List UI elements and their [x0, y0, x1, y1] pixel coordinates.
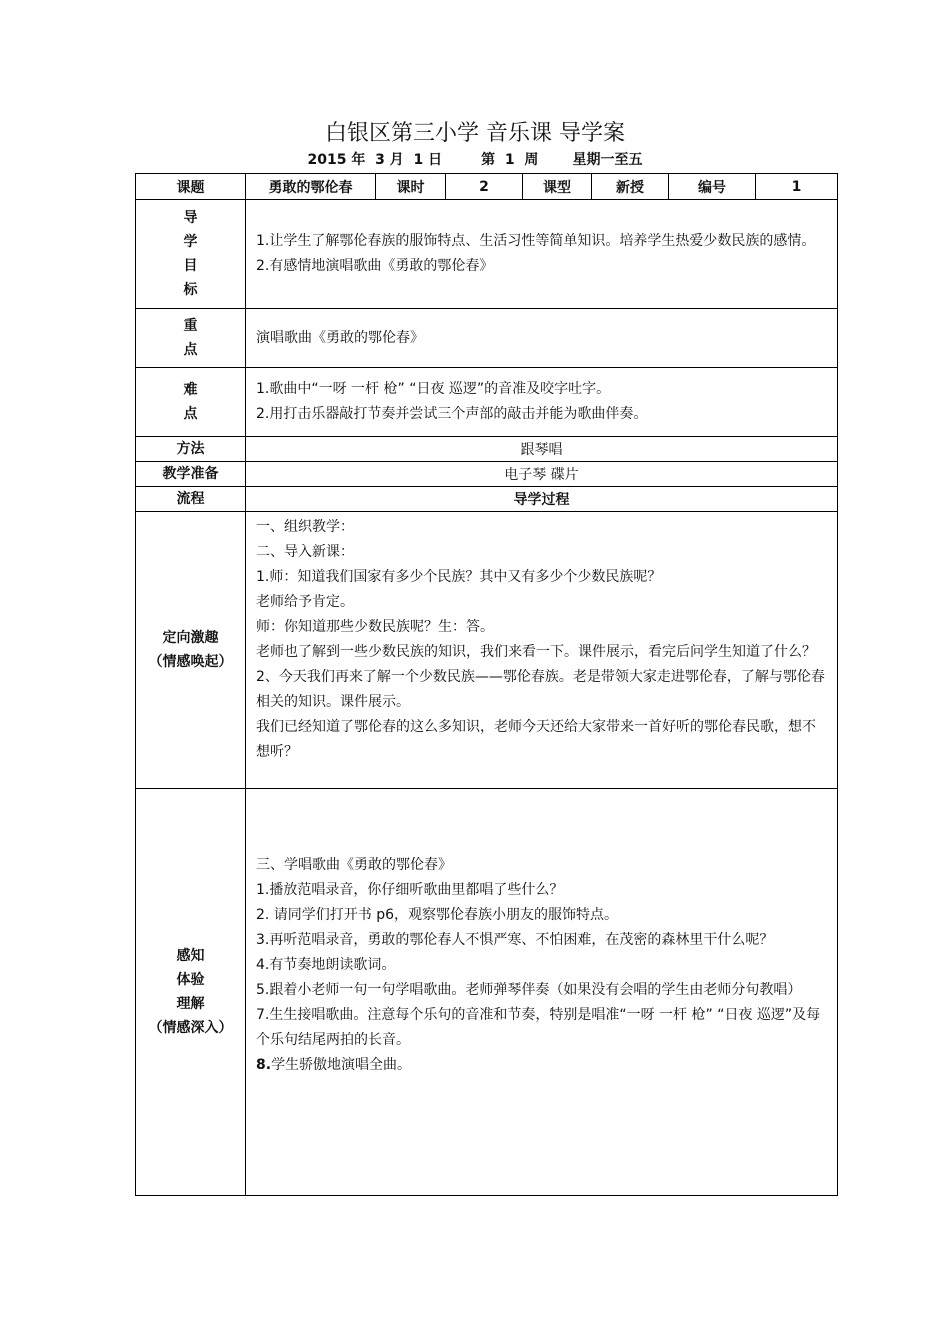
objective-line: 1.让学生了解鄂伦春族的服饰特点、生活习性等简单知识。培养学生热爱少数民族的感情。: [256, 233, 816, 249]
stage2-line: 1.播放范唱录音，你仔细听歌曲里都唱了些什么？: [256, 882, 564, 898]
stage1-line: 老师也了解到一些少数民族的知识，我们来看一下。课件展示，看完后问学生知道了什么？: [256, 644, 816, 660]
process-label: 流程: [136, 487, 246, 512]
method-row: [136, 437, 838, 462]
difficulties-row: [136, 368, 838, 437]
stage1-line: 1.师：知道我们国家有多少个民族？其中又有多少个少数民族呢？: [256, 569, 662, 585]
difficulties-label-char: 难: [183, 382, 198, 398]
stage2-label: [136, 789, 246, 1196]
stage1-line: 一、组织教学：: [256, 519, 354, 535]
stage2-line: 三、学唱歌曲《勇敢的鄂伦春》: [256, 857, 452, 873]
topic-label: 课题: [136, 174, 246, 200]
objectives-label-char: 标: [183, 282, 198, 298]
stage2-label-line: 体验: [176, 972, 205, 988]
objectives-label-char: 导: [183, 210, 198, 226]
method-label: 方法: [136, 437, 246, 462]
key-points-text: 演唱歌曲《勇敢的鄂伦春》: [256, 329, 424, 346]
preparation-value: 电子琴 碟片: [246, 462, 838, 487]
stage2-line: 4.有节奏地朗读歌词。: [256, 957, 396, 973]
difficulties-label: [136, 368, 246, 437]
stage1-line: 2、今天我们再来了解一个少数民族——鄂伦春族。老是带领大家走进鄂伦春，了解与鄂伦春相关的知识。课件展示。: [256, 669, 825, 710]
key-points-label-char: 点: [183, 342, 198, 358]
stage2-line: 3.再听范唱录音，勇敢的鄂伦春人不惧严寒、不怕困难，在茂密的森林里干什么呢？: [256, 932, 774, 948]
key-points-content: [246, 309, 838, 368]
number-label: 编号: [669, 174, 756, 200]
process-value: 导学过程: [246, 487, 838, 512]
stage1-content: [246, 512, 838, 789]
objectives-row: [136, 200, 838, 309]
stage1-line: 师：你知道那些少数民族呢？生：答。: [256, 619, 494, 635]
key-points-row: [136, 309, 838, 368]
hours-value: 2: [446, 174, 523, 200]
stage2-last-text: 学生骄傲地演唱全曲。: [271, 1057, 412, 1073]
stage2-line-last: [256, 1053, 829, 1078]
method-value: 跟琴唱: [246, 437, 838, 462]
preparation-row: [136, 462, 838, 487]
document-title: 白银区第三小学 音乐课 导学案: [325, 121, 625, 146]
stage2-last-number: 8.: [256, 1057, 272, 1073]
stage1-line: 我们已经知道了鄂伦春的这么多知识，老师今天还给大家带来一首好听的鄂伦春民歌，想不想听？: [256, 719, 816, 760]
objectives-label-char: 学: [183, 234, 198, 250]
difficulties-content: [246, 368, 838, 437]
objectives-label: [136, 200, 246, 309]
stage2-line: 7.生生接唱歌曲。注意每个乐句的音准和节奏，特别是唱准“一呀 一杆 枪” “日夜 巡逻”及每个乐句结尾两拍的长音。: [256, 1007, 821, 1048]
difficulties-label-char: 点: [183, 406, 198, 422]
hours-label: 课时: [376, 174, 446, 200]
stage1-line: 二、导入新课：: [256, 544, 354, 560]
stage1-line: 老师给予肯定。: [256, 594, 354, 610]
stage2-row: [136, 789, 838, 1196]
process-header-row: [136, 487, 838, 512]
objectives-label-char: 目: [183, 258, 198, 274]
key-points-label: [136, 309, 246, 368]
difficulty-line: 1.歌曲中“一呀 一杆 枪” “日夜 巡逻”的音准及咬字吐字。: [256, 381, 611, 397]
type-label: 课型: [523, 174, 592, 200]
stage1-row: [136, 512, 838, 789]
topic-value: 勇敢的鄂伦春: [246, 174, 376, 200]
stage1-label: [136, 512, 246, 789]
difficulty-line: 2.用打击乐器敲打节奏并尝试三个声部的敲击并能为歌曲伴奏。: [256, 406, 648, 422]
header-row: [136, 174, 838, 200]
stage2-label-line: （情感深入）: [148, 1020, 233, 1036]
preparation-label: 教学准备: [136, 462, 246, 487]
objective-line: 2.有感情地演唱歌曲《勇敢的鄂伦春》: [256, 258, 494, 274]
stage1-label-line: 定向激趣: [162, 630, 219, 646]
stage2-line: 5.跟着小老师一句一句学唱歌曲。老师弹琴伴奏（如果没有会唱的学生由老师分句教唱）: [256, 982, 802, 998]
date-week-line: 2015 年 3 月 1 日 第 1 周 星期一至五: [307, 152, 643, 168]
stage2-label-line: 感知: [176, 948, 205, 964]
stage2-label-line: 理解: [176, 996, 205, 1012]
objectives-content: [246, 200, 838, 309]
number-value: 1: [756, 174, 838, 200]
stage2-line: 2. 请同学们打开书 p6，观察鄂伦春族小朋友的服饰特点。: [256, 907, 619, 923]
stage2-content: [246, 789, 838, 1196]
type-value: 新授: [592, 174, 669, 200]
key-points-label-char: 重: [183, 318, 198, 334]
stage1-label-line: （情感唤起）: [148, 654, 233, 670]
lesson-plan-table: [135, 173, 838, 1196]
